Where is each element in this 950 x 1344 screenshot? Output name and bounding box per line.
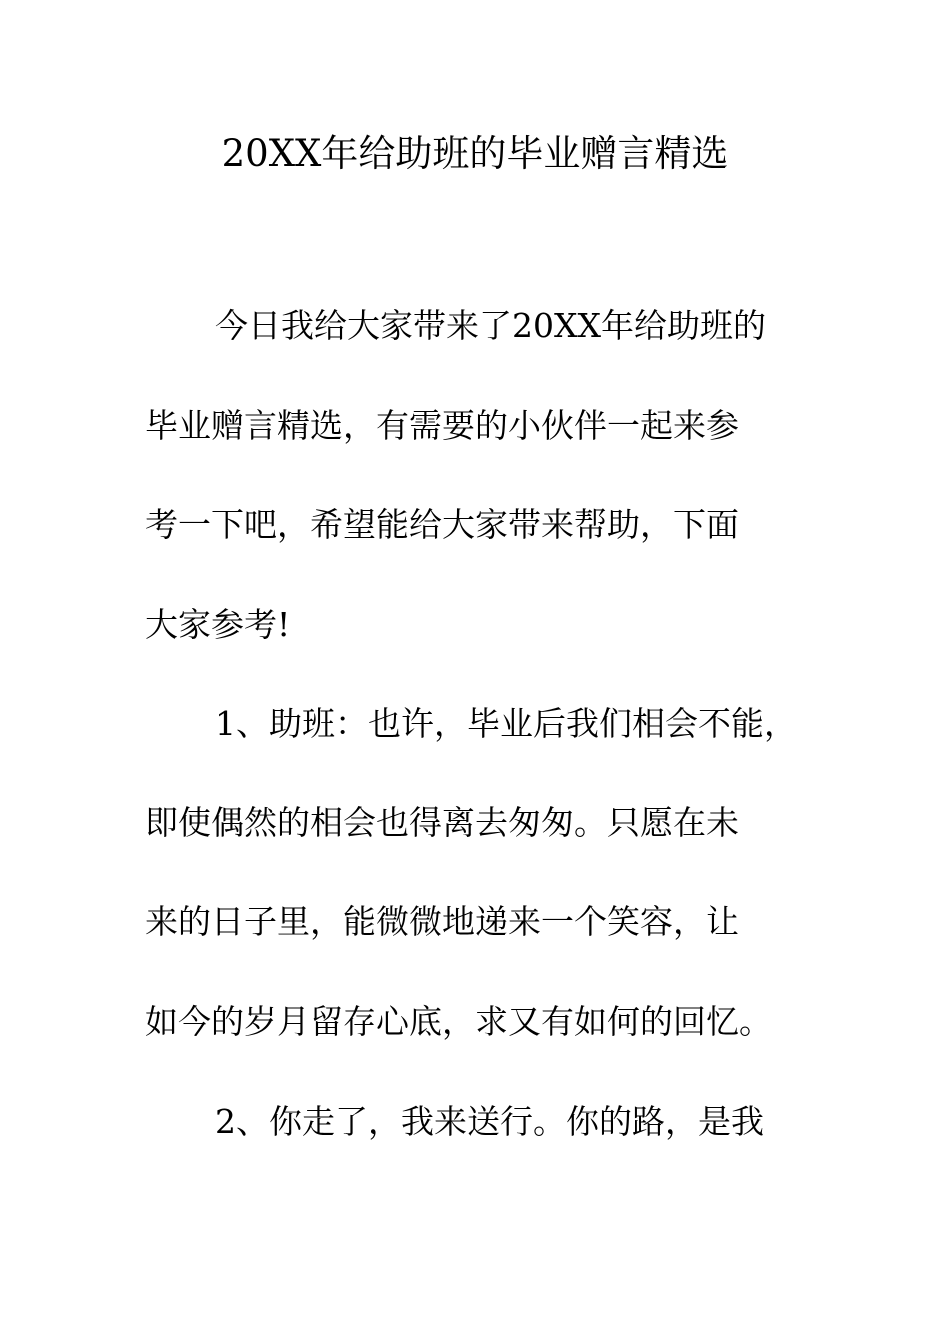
- paragraph-3-line-1: 2、你走了，我来送行。你的路，是我: [215, 1102, 764, 1141]
- paragraph-1-line-4: 大家参考!: [145, 605, 291, 644]
- paragraph-2-line-2: 即使偶然的相会也得离去匆匆。只愿在未: [145, 803, 739, 842]
- paragraph-1-line-1: 今日我给大家带来了20XX年给助班的: [215, 306, 766, 345]
- paragraph-2-line-3: 来的日子里，能微微地递来一个笑容，让: [145, 902, 739, 941]
- paragraph-2-line-4: 如今的岁月留存心底，求又有如何的回忆。: [145, 1002, 772, 1041]
- paragraph-1-line-3: 考一下吧，希望能给大家带来帮助，下面: [145, 505, 739, 544]
- paragraph-1-line-2: 毕业赠言精选，有需要的小伙伴一起来参: [145, 406, 739, 445]
- paragraph-2-line-1: 1、助班：也许，毕业后我们相会不能，: [215, 704, 797, 743]
- document-title: 20XX年给助班的毕业赠言精选: [221, 132, 729, 175]
